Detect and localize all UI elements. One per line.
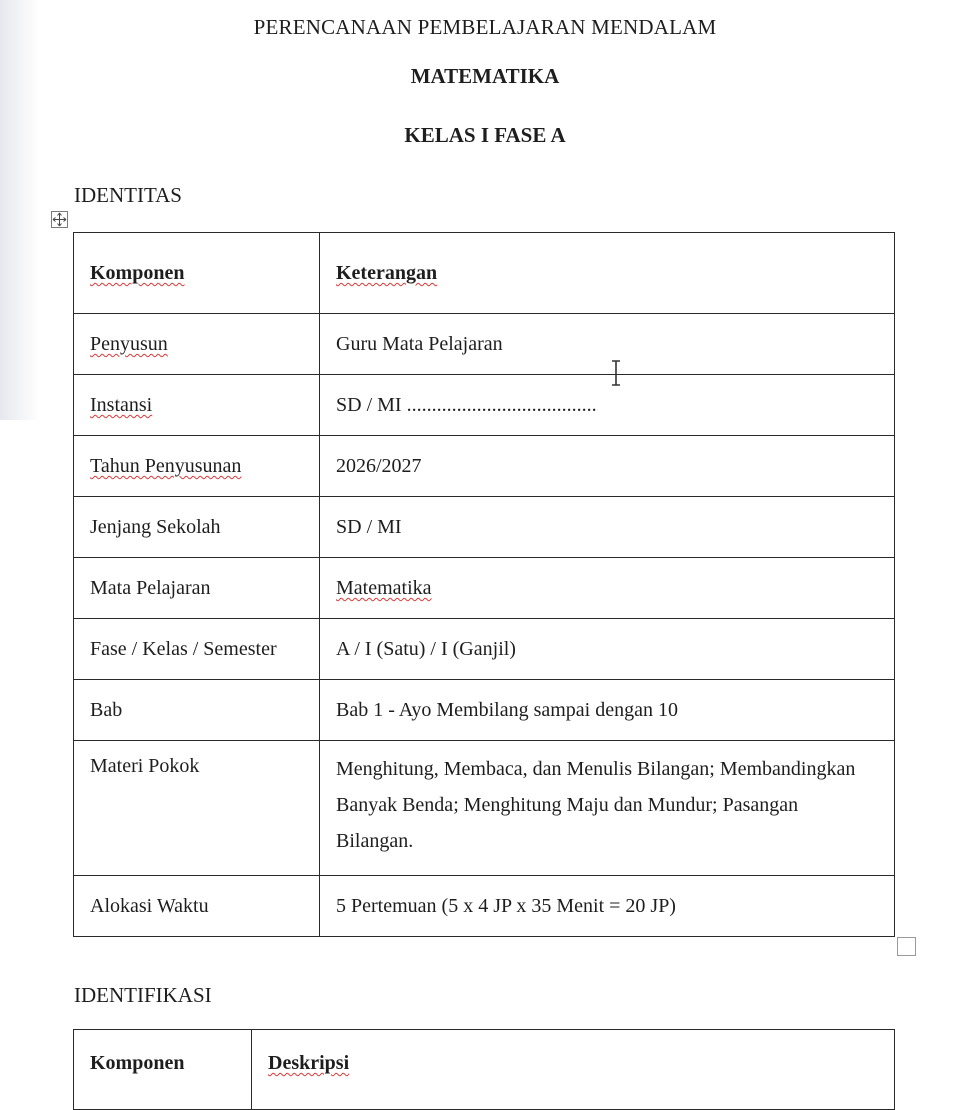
identitas-table — [73, 232, 895, 937]
table-row — [74, 558, 895, 619]
cell-value[interactable]: A / I (Satu) / I (Ganjil) — [320, 619, 895, 680]
window-edge-shade — [0, 0, 40, 420]
cell-value[interactable]: SD / MI ...................................... — [320, 375, 895, 436]
cell-component[interactable]: Fase / Kelas / Semester — [74, 619, 320, 680]
cell-value[interactable]: Guru Mata Pelajaran — [320, 314, 895, 375]
column-header-komponen[interactable]: Komponen — [74, 233, 320, 314]
cell-component[interactable]: Alokasi Waktu — [74, 876, 320, 937]
column-header-deskripsi[interactable]: Deskripsi — [252, 1030, 895, 1110]
column-header-keterangan[interactable]: Keterangan — [320, 233, 895, 314]
cell-component[interactable]: Tahun Penyusunan — [74, 436, 320, 497]
cell-value[interactable]: Matematika — [320, 558, 895, 619]
table-row — [74, 375, 895, 436]
table-header-row — [74, 233, 895, 314]
cell-value[interactable]: 5 Pertemuan (5 x 4 JP x 35 Menit = 20 JP) — [320, 876, 895, 937]
identifikasi-heading: IDENTIFIKASI — [74, 983, 212, 1007]
table-row — [74, 680, 895, 741]
cell-value[interactable]: SD / MI — [320, 497, 895, 558]
cell-component[interactable]: Mata Pelajaran — [74, 558, 320, 619]
column-header-komponen[interactable]: Komponen — [74, 1030, 252, 1110]
identifikasi-table — [73, 1029, 895, 1110]
class-title: KELAS I FASE A — [404, 123, 566, 147]
table-move-handle-icon[interactable] — [51, 211, 68, 228]
cell-component[interactable]: Instansi — [74, 375, 320, 436]
table-row — [74, 619, 895, 680]
cell-component[interactable]: Bab — [74, 680, 320, 741]
table-row — [74, 876, 895, 937]
cell-value[interactable]: 2026/2027 — [320, 436, 895, 497]
cell-component[interactable]: Materi Pokok — [74, 741, 320, 876]
document-title: PERENCANAAN PEMBELAJARAN MENDALAM — [253, 15, 717, 39]
cell-component[interactable]: Jenjang Sekolah — [74, 497, 320, 558]
table-row — [74, 497, 895, 558]
table-row — [74, 741, 895, 876]
table-header-row — [74, 1030, 895, 1110]
identitas-heading: IDENTITAS — [74, 183, 182, 207]
cell-value[interactable]: Menghitung, Membaca, dan Menulis Bilangan; Membandingkan Banyak Benda; Menghitung Maju dan Mundur; Pasangan Bilangan. — [320, 741, 895, 876]
table-row — [74, 314, 895, 375]
cell-value[interactable]: Bab 1 - Ayo Membilang sampai dengan 10 — [320, 680, 895, 741]
table-row — [74, 436, 895, 497]
table-resize-handle-icon[interactable] — [897, 937, 916, 956]
cell-component[interactable]: Penyusun — [74, 314, 320, 375]
text-cursor-icon — [610, 360, 622, 386]
subject-title: MATEMATIKA — [410, 64, 560, 88]
